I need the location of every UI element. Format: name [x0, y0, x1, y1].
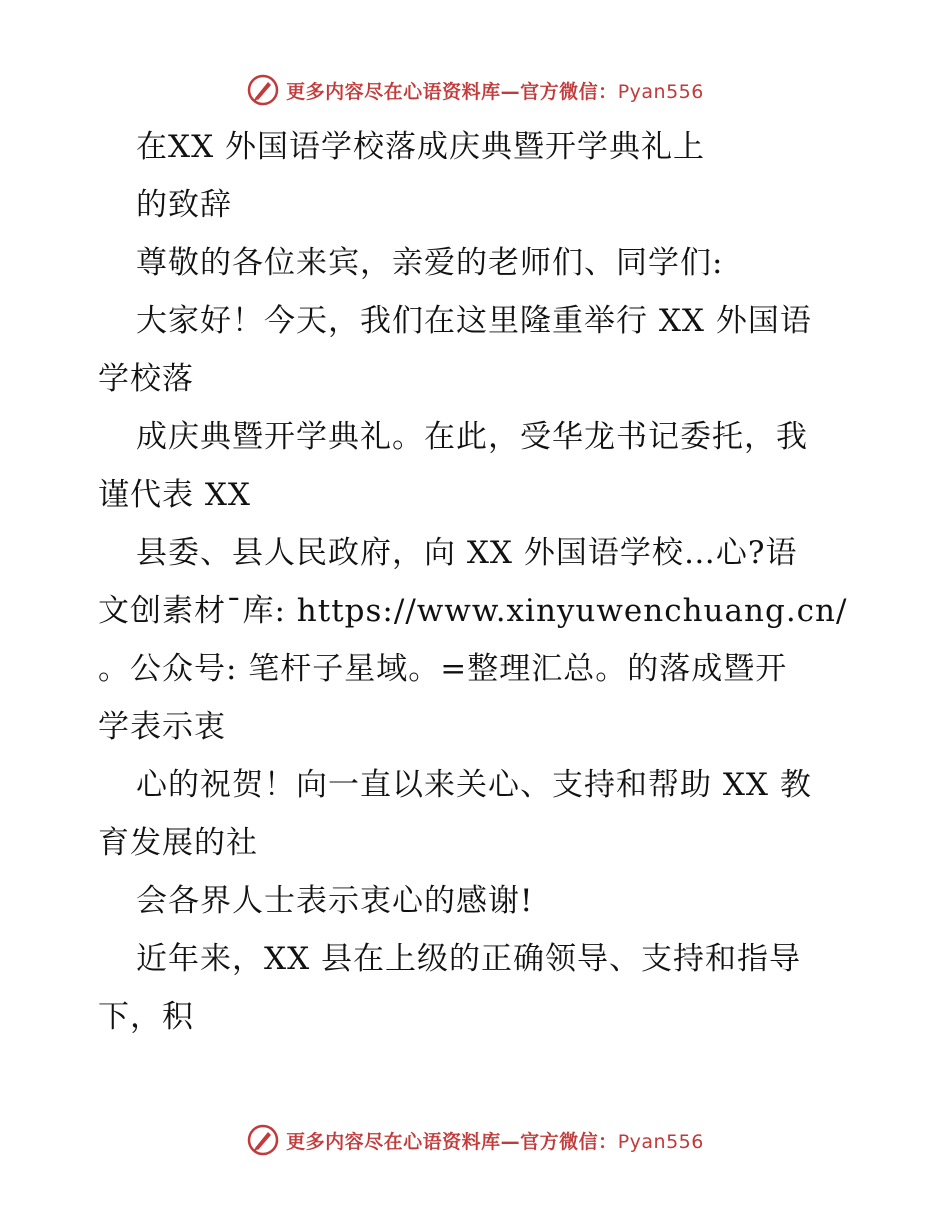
header-banner-separator: —: [500, 80, 521, 103]
header-banner-account: Pyan556: [617, 80, 704, 103]
header-banner-text: [286, 77, 704, 104]
paragraph-line: 。公众号: 笔杆子星域。=整理汇总。的落成暨开: [98, 651, 788, 687]
paragraph-line: 心的祝贺！向一直以来关心、支持和帮助 XX 教: [136, 767, 812, 803]
footer-banner-title: 更多内容尽在心语资料库: [286, 1130, 501, 1153]
footer-banner-suffix: 官方微信：: [520, 1130, 618, 1153]
paragraph-line: 近年来，XX 县在上级的正确领导、支持和指导: [136, 941, 801, 977]
paragraph-line: 学表示衷: [98, 709, 226, 745]
document-body: [98, 118, 868, 1046]
paragraph-line: 学校落: [98, 361, 194, 397]
paragraph-line: 成庆典暨开学典礼。在此，受华龙书记委托，我: [136, 419, 808, 455]
paragraph-line: 大家好！今天，我们在这里隆重举行 XX 外国语: [136, 303, 812, 339]
footer-banner-separator: —: [500, 1130, 521, 1153]
paragraph-line: 县委、县人民政府，向 XX 外国语学校…心?语: [136, 535, 798, 571]
paragraph-line: 谨代表 XX: [98, 477, 251, 513]
footer-banner-text: [286, 1127, 704, 1154]
title-line-2: 的致辞: [136, 187, 232, 223]
salutation: 尊敬的各位来宾，亲爱的老师们、同学们:: [136, 245, 724, 281]
quill-logo-icon: [246, 1123, 280, 1157]
header-banner-title: 更多内容尽在心语资料库: [286, 80, 501, 103]
paragraph-line: 育发展的社: [98, 825, 258, 861]
header-banner-suffix: 官方微信：: [520, 80, 618, 103]
title-line-1: 在XX 外国语学校落成庆典暨开学典礼上: [136, 129, 705, 165]
header-banner: [0, 70, 950, 110]
footer-banner-account: Pyan556: [617, 1130, 704, 1153]
quill-logo-icon: [246, 73, 280, 107]
paragraph-line: 文创素材¯库: https://www.xinyuwenchuang.cn/: [98, 593, 848, 629]
paragraph-line: 会各界人士表示衷心的感谢!: [136, 883, 534, 919]
footer-banner: [0, 1120, 950, 1160]
paragraph-line: 下，积: [98, 999, 194, 1035]
